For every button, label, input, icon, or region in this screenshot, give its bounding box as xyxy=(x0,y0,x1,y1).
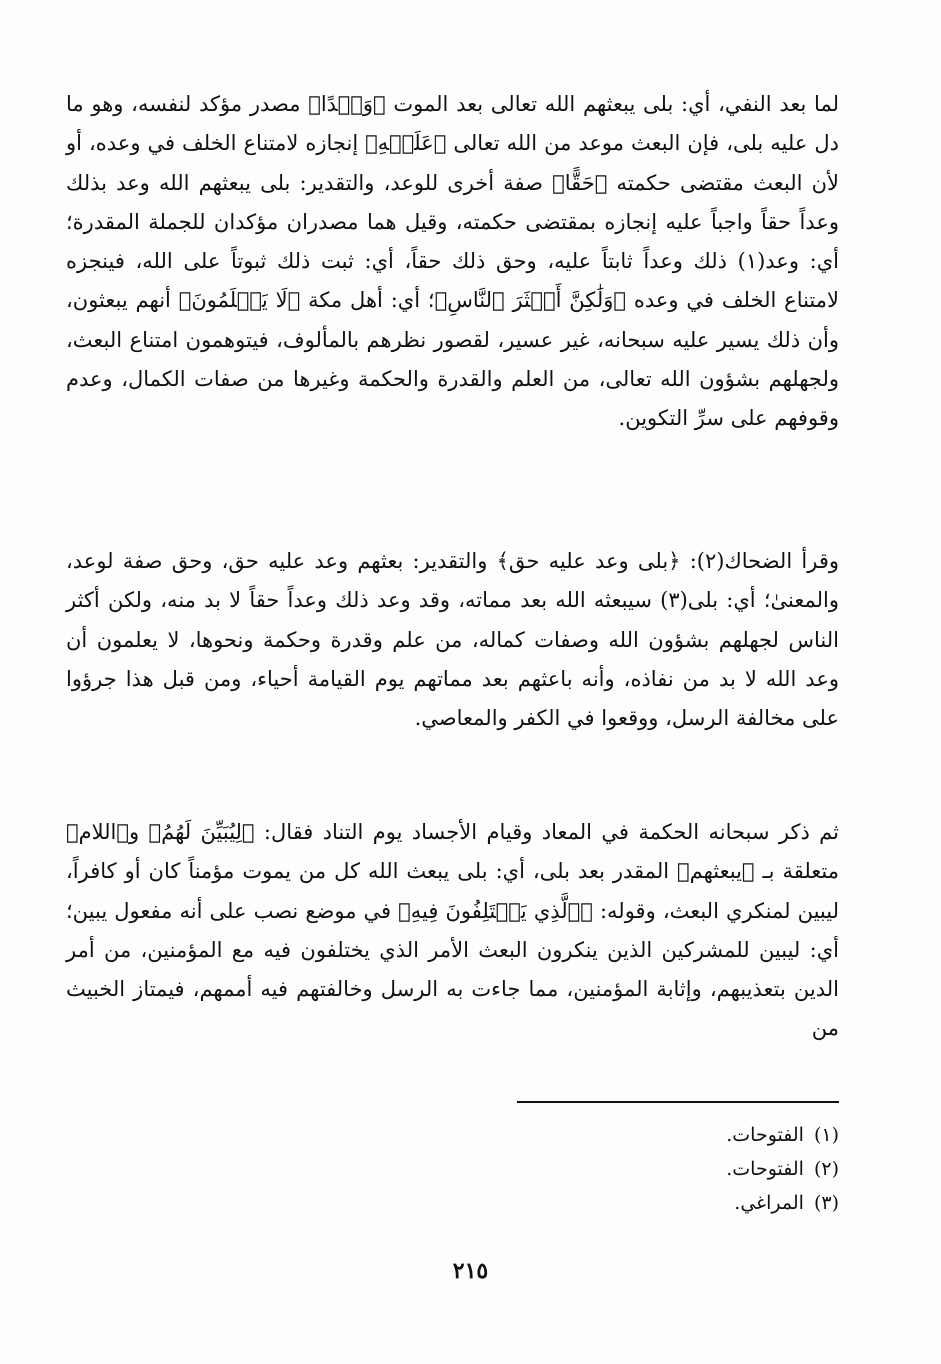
footnote-marker: (١) xyxy=(813,1124,839,1146)
footnote-2 xyxy=(726,1152,839,1186)
footnote-text: الفتوحات. xyxy=(726,1124,804,1146)
footnote-1 xyxy=(726,1118,839,1152)
footnote-marker: (٣) xyxy=(813,1192,839,1214)
body-paragraph-1: لما بعد النفي، أي: بلى يبعثهم الله تعالى بعد الموت ﴿وَعۡدًا﴾ مصدر مؤكد لنفسه، وهو ما دل عليه بلى، فإن البعث موعد من الله تعالى ﴿عَلَيۡهِ﴾ إنجازه لامتناع الخلف في وعده، أو لأن البعث مقتضى حكمته ﴿حَقًّا﴾ صفة أخرى للوعد، والتقدير: بلى يبعثهم الله وعد بذلك وعداً حقاً واجباً عليه إنجازه بمقتضى حكمته، وقيل هما مصدران مؤكدان للجملة المقدرة؛ أي: وعد(١) ذلك وعداً ثابتاً عليه، وحق ذلك حقاً، أي: ثبت ذلك ثبوتاً على الله، فينجزه لامتناع الخلف في وعده ﴿وَلَٰكِنَّ أَكۡثَرَ ٱلنَّاسِ﴾؛ أي: أهل مكة ﴿لَا يَعۡلَمُونَ﴾ أنهم يبعثون، وأن ذلك يسير عليه سبحانه، غير عسير، لقصور نظرهم بالمألوف، فيتوهمون امتناع البعث، ولجهلهم بشؤون الله تعالى، من العلم والقدرة والحكمة وغيرها من صفات الكمال، وعدم وقوفهم على سرِّ التكوين. xyxy=(66,92,839,431)
body-paragraph-2: وقرأ الضحاك(٢): ﴿بلى وعد عليه حق﴾ والتقدير: بعثهم وعد عليه حق، وحق صفة لوعد، والمعنىٰ؛ أي: بلى(٣) سيبعثه الله بعد مماته، وقد وعد ذلك وعداً حقاً لا بد منه، ولكن أكثر الناس لجهلهم بشؤون الله وصفات كماله، من علم وقدرة وحكمة ونحوها، لا يعلمون أن وعد الله لا بد من نفاذه، وأنه باعثهم بعد مماتهم يوم القيامة أحياء، ومن قبل هذا جرؤوا على مخالفة الرسل، ووقعوا في الكفر والمعاصي. xyxy=(66,549,839,731)
footnote-3 xyxy=(726,1186,839,1220)
footnote-divider xyxy=(517,1101,839,1103)
footnote-text: الفتوحات. xyxy=(726,1158,804,1180)
page-number: ٢١٥ xyxy=(452,1258,489,1284)
body-paragraph-3: ثم ذكر سبحانه الحكمة في المعاد وقيام الأجساد يوم التناد فقال: ﴿لِيُبَيِّنَ لَهُمُ﴾ و﴿اللام﴾ متعلقة بـ ﴿يبعثهم﴾ المقدر بعد بلى، أي: بلى يبعث الله كل من يموت مؤمناً كان أو كافراً، ليبين لمنكري البعث، وقوله: ﴿ٱلَّذِي يَخۡتَلِفُونَ فِيهِ﴾ في موضع نصب على أنه مفعول يبين؛ أي: ليبين للمشركين الذين ينكرون البعث الأمر الذي يختلفون فيه مع المؤمنين، من أمر الدين بتعذيبهم، وإثابة المؤمنين، مما جاءت به الرسل وخالفتهم فيه أممهم، فيمتاز الخبيث من xyxy=(66,820,839,1041)
footnote-text: المراغي. xyxy=(734,1192,804,1214)
footnote-marker: (٢) xyxy=(813,1158,839,1180)
footnotes xyxy=(726,1118,839,1220)
